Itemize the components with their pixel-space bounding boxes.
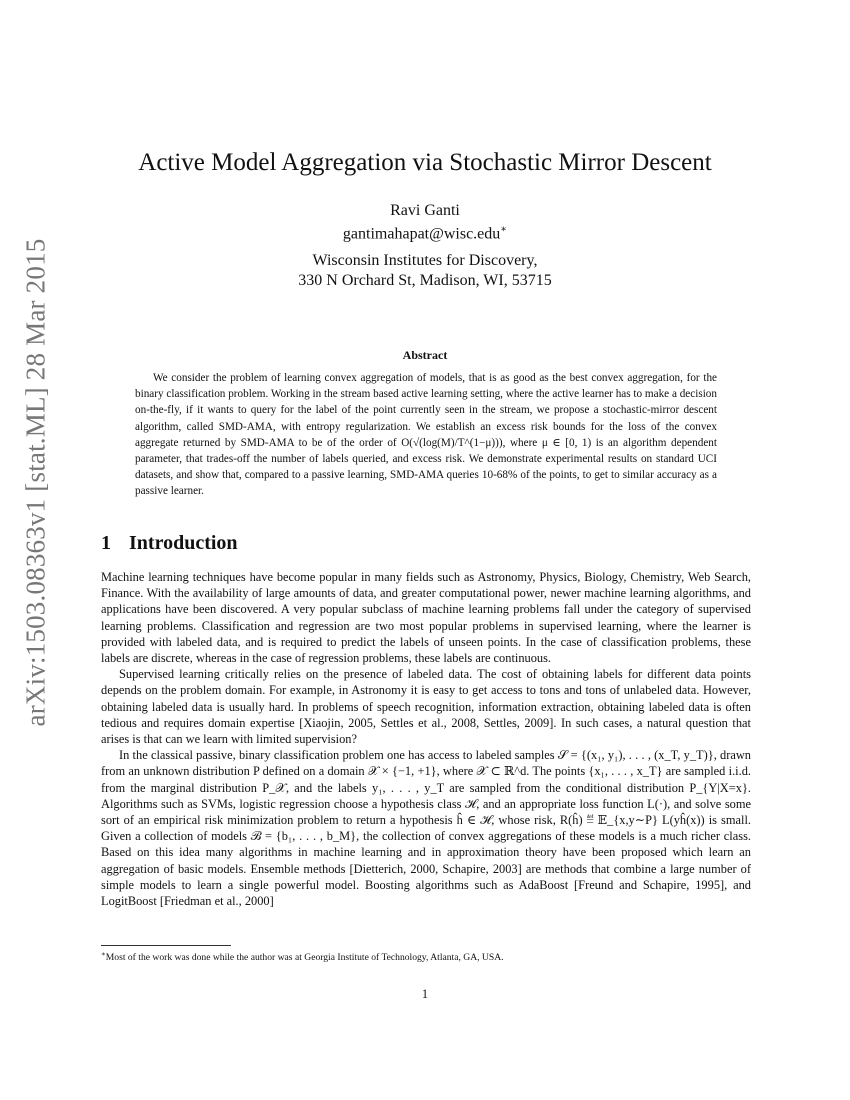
author-email-text: gantimahapat@wisc.edu bbox=[342, 225, 501, 243]
section-number: 1 bbox=[101, 532, 111, 554]
abstract bbox=[135, 370, 717, 500]
paragraph-1: Machine learning techniques have become popular in many fields such as Astronomy, Physics, Biology, Chemistry, Web Search, Finance. With the availability of large amounts of data, and greater computational power, newer machine learning algorithms, and applications have been discovered. A very popular subclass of machine learning problems fall under the category of supervised learning problems. Classification and regression are two most popular problems in supervised learning, where the learner is provided with labeled data, and is required to predict the labels of unseen points. In the case of classification problems, these labels are discrete, whereas in the case of regression problems, these labels are continuous. bbox=[101, 570, 751, 666]
arxiv-stamp bbox=[16, 238, 56, 727]
section-heading bbox=[101, 532, 238, 555]
arxiv-stamp-text: arXiv:1503.08363v1 [stat.ML] 28 Mar 2015 bbox=[20, 238, 51, 727]
author-email bbox=[100, 220, 750, 244]
abstract-heading: Abstract bbox=[402, 348, 448, 362]
footnote-text: Most of the work was done while the author was at Georgia Institute of Technology, Atlanta, GA, USA. bbox=[105, 952, 504, 964]
affiliation-line-1: Wisconsin Institutes for Discovery, bbox=[312, 252, 538, 269]
footnote-marker: ∗ bbox=[500, 224, 508, 235]
author-name: Ravi Ganti bbox=[390, 202, 460, 219]
paragraph-2: Supervised learning critically relies on the presence of labeled data. The cost of obtaining labels for different data points depends on the problem domain. For example, in Astronomy it is easy to get access to tons and tons of unlabeled data. However, obtaining labeled data is usually hard. In problems of speech recognition, information extraction, obtaining labeled data is often tedious and requires domain expertise [Xiaojin, 2005, Settles et al., 2008, Settles, 2009]. In such cases, a natural question that arises is that can we learn with limited supervision? bbox=[101, 667, 751, 747]
body-text bbox=[101, 569, 751, 909]
footnote-rule bbox=[101, 945, 231, 946]
abstract-text: We consider the problem of learning convex aggregation of models, that is as good as the best convex aggregation, for the binary classification problem. Working in the stream based active learning setting, where the active learner has to make a decision on-the-fly, if it wants to query for the label of the point currently seen in the stream, we propose a stochastic-mirror descent algorithm, called SMD-AMA, with entropy regularization. We establish an excess risk bounds for the loss of the convex aggregate returned by SMD-AMA to be of the order of O(√(log(M)/T^(1−μ))), where μ ∈ [0, 1) is an algorithm dependent parameter, that trades-off the number of labels queried, and excess risk. We demonstrate experimental results on standard UCI datasets, and show that, compared to a passive learning, SMD-AMA queries 10-68% of the points, to get to similar accuracy as a passive learner. bbox=[135, 372, 717, 498]
footnote-mark: ∗ bbox=[101, 950, 106, 958]
page-number: 1 bbox=[421, 987, 429, 1001]
paragraph-3: In the classical passive, binary classification problem one has access to labeled samples 𝒮 = {(x₁, y₁), . . . , (x_T, y_T)}, drawn from an unknown distribution P defined on a domain 𝒳 × {−1, +1}, where 𝒳 ⊂ ℝ^d. The points {x₁, . . . , x_T} are sampled i.i.d. from the marginal distribution P_𝒳, and the labels y₁, . . . , y_T are sampled from the conditional distribution P_{Y|X=x}. Algorithms such as SVMs, logistic regression choose a hypothesis class ℋ, and an appropriate loss function L(·), and solve some sort of an empirical risk minimization problem to return a hypothesis ĥ ∈ ℋ, whose risk, R(ĥ) ≝ 𝔼_{x,y∼P} L(yĥ(x)) is small. Given a collection of models ℬ = {b₁, . . . , b_M}, the collection of convex aggregations of these models is a much richer class. Based on this idea many algorithms in machine learning and in approximation theory have been proposed which learn an aggregation of basic models. Ensemble methods [Dietterich, 2000, Schapire, 2003] are methods that combine a large number of simple models to learn a single powerful model. Boosting algorithms such as AdaBoost [Freund and Schapire, 1995], and LogitBoost [Friedman et al., 2000] bbox=[101, 748, 751, 909]
section-title: Introduction bbox=[129, 532, 238, 554]
paper-title: Active Model Aggregation via Stochastic Mirror Descent bbox=[138, 149, 712, 176]
footnote bbox=[101, 948, 751, 964]
affiliation-line-2: 330 N Orchard St, Madison, WI, 53715 bbox=[298, 272, 552, 289]
